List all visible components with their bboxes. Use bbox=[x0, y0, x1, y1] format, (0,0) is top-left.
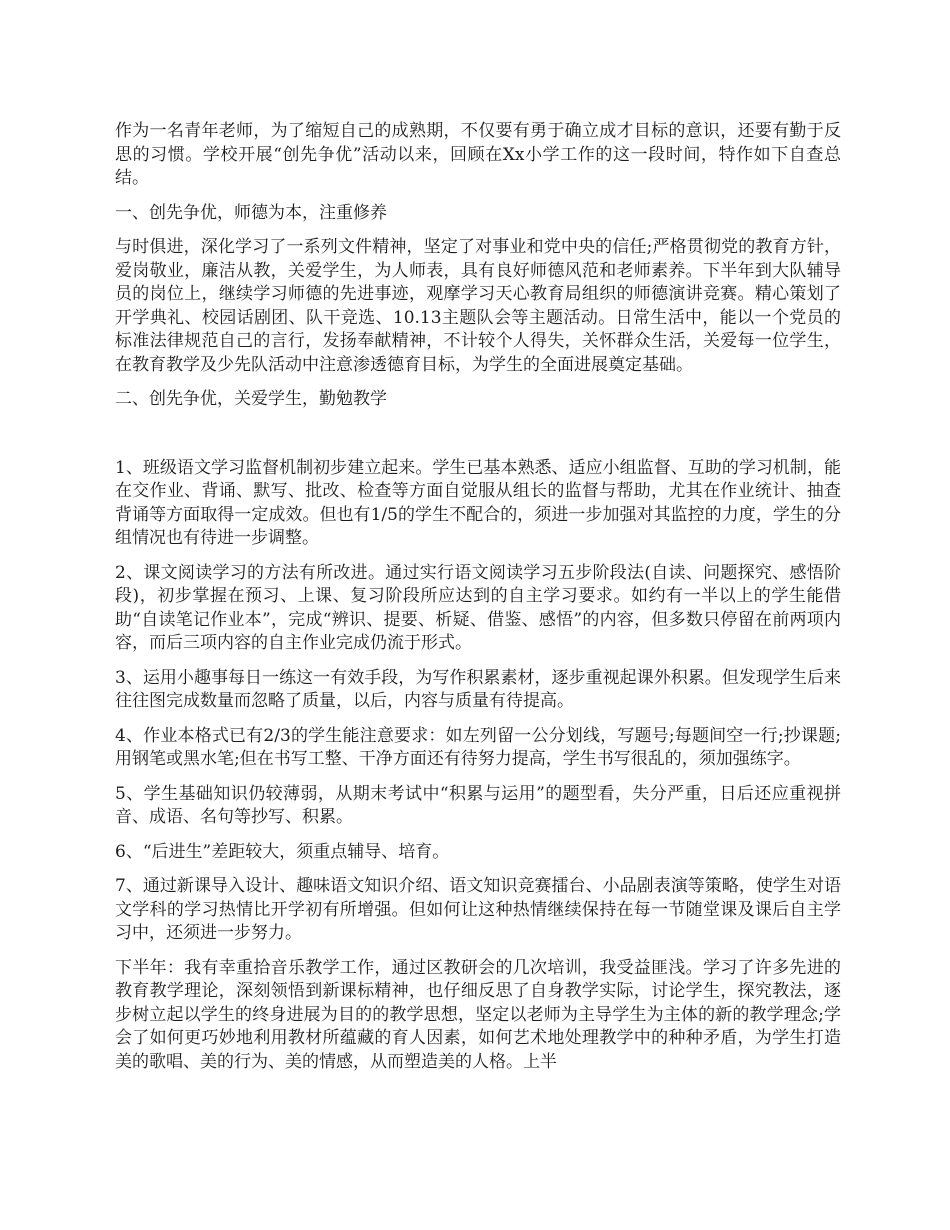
list-item-1: 1、班级语文学习监督机制初步建立起来。学生已基本熟悉、适应小组监督、互助的学习机制，能在交作业、背诵、默写、批改、检查等方面自觉服从组长的监督与帮助，尤其在作业统计、抽查背诵等方面取得一定成效。但也有1/5的学生不配合的，须进一步加强对其监控的力度，学生的分组情况也有待进一步调整。 bbox=[115, 457, 841, 548]
section-1-paragraph: 与时俱进，深化学习了一系列文件精神，坚定了对事业和党中央的信任;严格贯彻党的教育方针，爱岗敬业，廉洁从教，关爱学生，为人师表，具有良好师德风范和老师素养。下半年到大队辅导员的岗位上，继续学习师德的先进事迹，观摩学习天心教育局组织的师德演讲竞赛。精心策划了开学典礼、校园话剧团、队干竞选、10.13主题队会等主题活动。日常生活中，能以一个党员的标准法律规范自己的言行，发扬奉献精神，不计较个人得失，关怀群众生活，关爱每一位学生，在教育教学及少先队活动中注意渗透德育目标，为学生的全面进展奠定基础。 bbox=[115, 237, 841, 375]
section-1-heading: 一、创先争优，师德为本，注重修养 bbox=[115, 202, 387, 223]
closing-paragraph: 下半年：我有幸重拾音乐教学工作，通过区教研会的几次培训，我受益匪浅。学习了许多先进的教育教学理论，深刻领悟到新课标精神，也仔细反思了自身教学实际，讨论学生，探究教法，逐步树立起以学生的终身进展为目的的教学思想，坚定以老师为主导学生为主体的新的教学理念;学会了如何更巧妙地利用教材所蕴藏的育人因素，如何艺术地处理教学中的种种矛盾，为学生打造美的歌唱、美的行为、美的情感，从而塑造美的人格。上半 bbox=[115, 957, 841, 1072]
list-item-6: 6、“后进生”差距较大，须重点辅导、培育。 bbox=[115, 841, 450, 862]
list-item-5: 5、学生基础知识仍较薄弱，从期末考试中“积累与运用”的题型看，失分严重，日后还应重视拼音、成语、名句等抄写、积累。 bbox=[115, 783, 841, 827]
list-item-4: 4、作业本格式已有2/3的学生能注意要求：如左列留一公分划线，写题号;每题间空一行;抄课题;用钢笔或黑水笔;但在书写工整、干净方面还有待努力提高，学生书写很乱的，须加强练字。 bbox=[115, 725, 841, 769]
list-item-3: 3、运用小趣事每日一练这一有效手段，为写作积累素材，逐步重视起课外积累。但发现学生后来往往图完成数量而忽略了质量，以后，内容与质量有待提高。 bbox=[115, 667, 841, 711]
blank-gap bbox=[115, 423, 841, 457]
intro-paragraph: 作为一名青年老师，为了缩短自己的成熟期，不仅要有勇于确立成才目标的意识，还要有勤于反思的习惯。学校开展“创先争优”活动以来，回顾在Xx小学工作的这一段时间，特作如下自查总结。 bbox=[115, 121, 841, 188]
list-item-2: 2、课文阅读学习的方法有所改进。通过实行语文阅读学习五步阶段法(自读、问题探究、感悟阶段)，初步掌握在预习、上课、复习阶段所应达到的自主学习要求。如约有一半以上的学生能借助“自读笔记作业本”，完成“辨识、提要、析疑、借鉴、感悟”的内容，但多数只停留在前两项内容，而后三项内容的自主作业完成仍流于形式。 bbox=[115, 562, 841, 653]
section-2-heading: 二、创先争优，关爱学生，勤勉教学 bbox=[115, 389, 387, 409]
document-page bbox=[115, 120, 841, 1085]
list-item-7: 7、通过新课导入设计、趣味语文知识介绍、语文知识竞赛擂台、小品剧表演等策略，使学生对语文学科的学习热情比开学初有所增强。但如何让这种热情继续保持在每一节随堂课及课后自主学习中，还须进一步努力。 bbox=[115, 876, 841, 943]
